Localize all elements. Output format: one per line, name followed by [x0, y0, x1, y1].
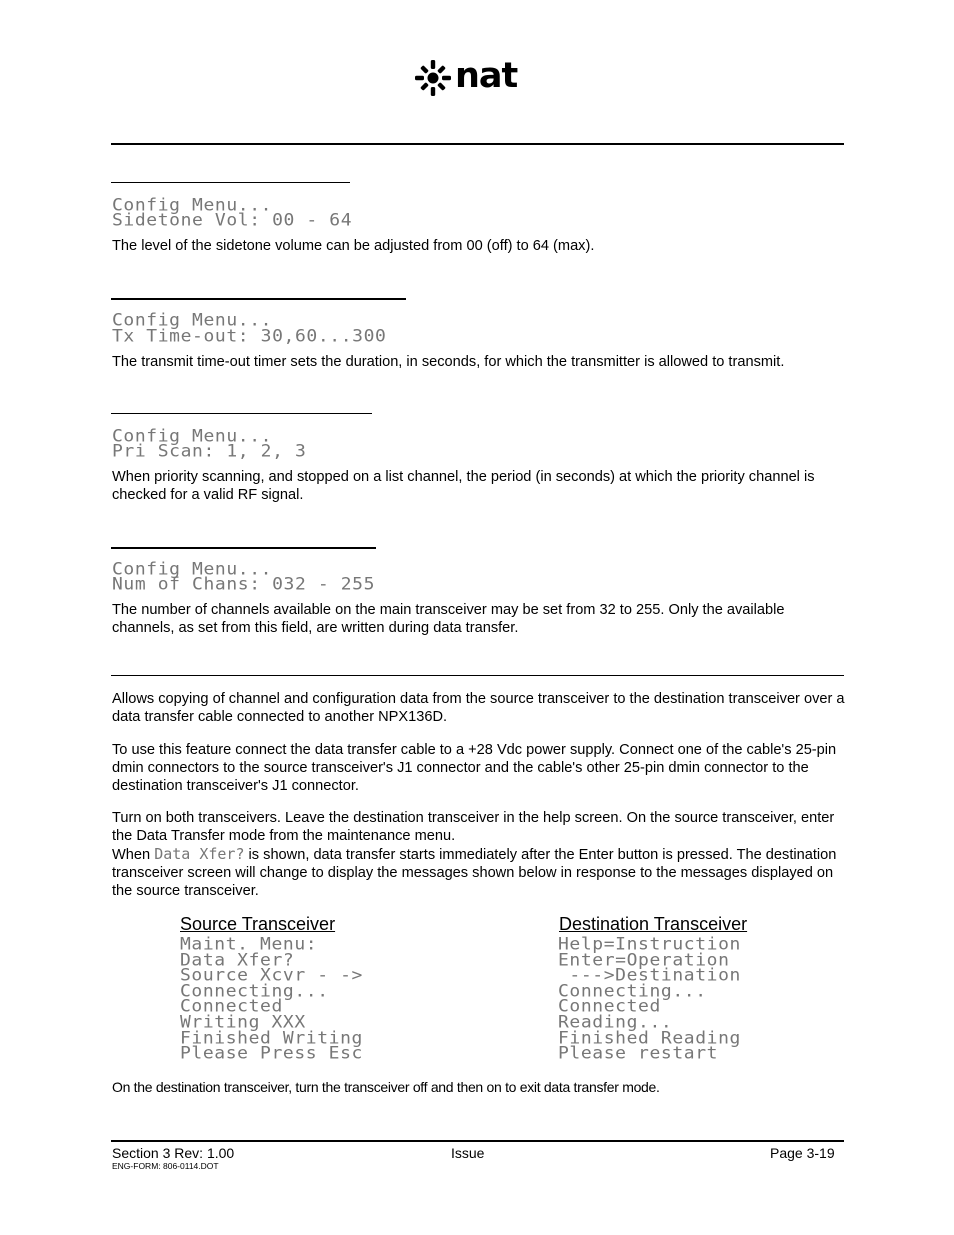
source-message: Please Press Esc	[180, 1043, 363, 1064]
footer-rule	[111, 1140, 844, 1142]
source-message: Connected	[180, 996, 283, 1017]
lcd-line-2: Num of Chans: 032 - 255	[112, 574, 376, 595]
lcd-line-2: Sidetone Vol: 00 - 64	[112, 210, 353, 231]
text-suffix: is shown, data transfer starts immediately after the Enter button is pressed. The destination transceiver screen will change to display the messages shown below in response to the messages displayed on the source transceiver.	[112, 847, 837, 899]
source-message: Finished Writing	[180, 1027, 363, 1048]
footer-section: Section 3 Rev: 1.00	[112, 1145, 235, 1161]
lcd-inline-text: Data Xfer?	[154, 845, 245, 863]
data-transfer-intro: Allows copying of channel and configuration data from the source transceiver to the destination transceiver over a data transfer cable connected to another NPX136D.	[112, 691, 845, 725]
destination-messages	[558, 934, 741, 1064]
section-description: The level of the sidetone volume can be adjusted from 00 (off) to 64 (max).	[112, 238, 595, 254]
section-description: When priority scanning, and stopped on a list channel, the period (in seconds) at which the priority channel is checked for a valid RF signal.	[112, 469, 815, 503]
data-transfer-start-note	[112, 845, 845, 900]
logo-wordmark: nat	[455, 56, 518, 96]
lcd-line-1: Config Menu...	[112, 559, 273, 580]
destination-message: Connecting...	[558, 980, 707, 1001]
footer-form-id: ENG-FORM: 806-0114.DOT	[112, 1161, 219, 1171]
lcd-line-1: Config Menu...	[112, 310, 273, 331]
section-heading-rule	[111, 182, 350, 183]
destination-message: Please restart	[558, 1043, 719, 1064]
footer-page-number: Page 3-19	[770, 1145, 835, 1161]
destination-message: Finished Reading	[558, 1027, 741, 1048]
footer-status: Issue	[451, 1145, 485, 1161]
destination-message: Help=Instruction	[558, 934, 741, 955]
lcd-line-1: Config Menu...	[112, 426, 273, 447]
lcd-line-2: Tx Time-out: 30,60...300	[112, 326, 387, 347]
section-heading-rule	[111, 413, 372, 414]
section-description: The number of channels available on the main transceiver may be set from 32 to 255. Only the available channels, as set from this field, are written during data transfer.	[112, 602, 785, 636]
data-transfer-steps: Turn on both transceivers. Leave the destination transceiver in the help screen. On the source transceiver, enter the Data Transfer mode from the maintenance menu.	[112, 810, 835, 844]
destination-message: Reading...	[558, 1012, 673, 1033]
destination-message: --->Destination	[558, 965, 741, 986]
source-message: Connecting...	[180, 980, 329, 1001]
source-message: Source Xcvr - ->	[180, 965, 363, 986]
header-rule	[111, 143, 844, 145]
section-divider	[111, 675, 844, 676]
section-heading-rule	[111, 547, 376, 549]
section-heading-rule	[111, 298, 406, 300]
destination-message: Enter=Operation	[558, 949, 730, 970]
text-prefix: When	[112, 847, 155, 863]
lcd-line-2: Pri Scan: 1, 2, 3	[112, 441, 307, 462]
source-heading: Source Transceiver	[180, 914, 336, 934]
closing-note: On the destination transceiver, turn the transceiver off and then on to exit data transfer mode.	[112, 1079, 660, 1095]
source-message: Writing XXX	[180, 1012, 306, 1033]
destination-message: Connected	[558, 996, 661, 1017]
lcd-line-1: Config Menu...	[112, 195, 273, 216]
source-messages	[180, 934, 363, 1064]
data-transfer-setup: To use this feature connect the data transfer cable to a +28 Vdc power supply. Connect one of the cable's 25-pin dmin connectors to the source transceiver's J1 connector and the cable's other 25-pin dmin connector to the destination transceiver's J1 connector.	[112, 742, 837, 794]
source-message: Data Xfer?	[180, 949, 295, 970]
section-description: The transmit time-out timer sets the duration, in seconds, for which the transmitter is allowed to transmit.	[112, 354, 785, 370]
source-message: Maint. Menu:	[180, 934, 318, 955]
destination-heading: Destination Transceiver	[559, 914, 748, 934]
